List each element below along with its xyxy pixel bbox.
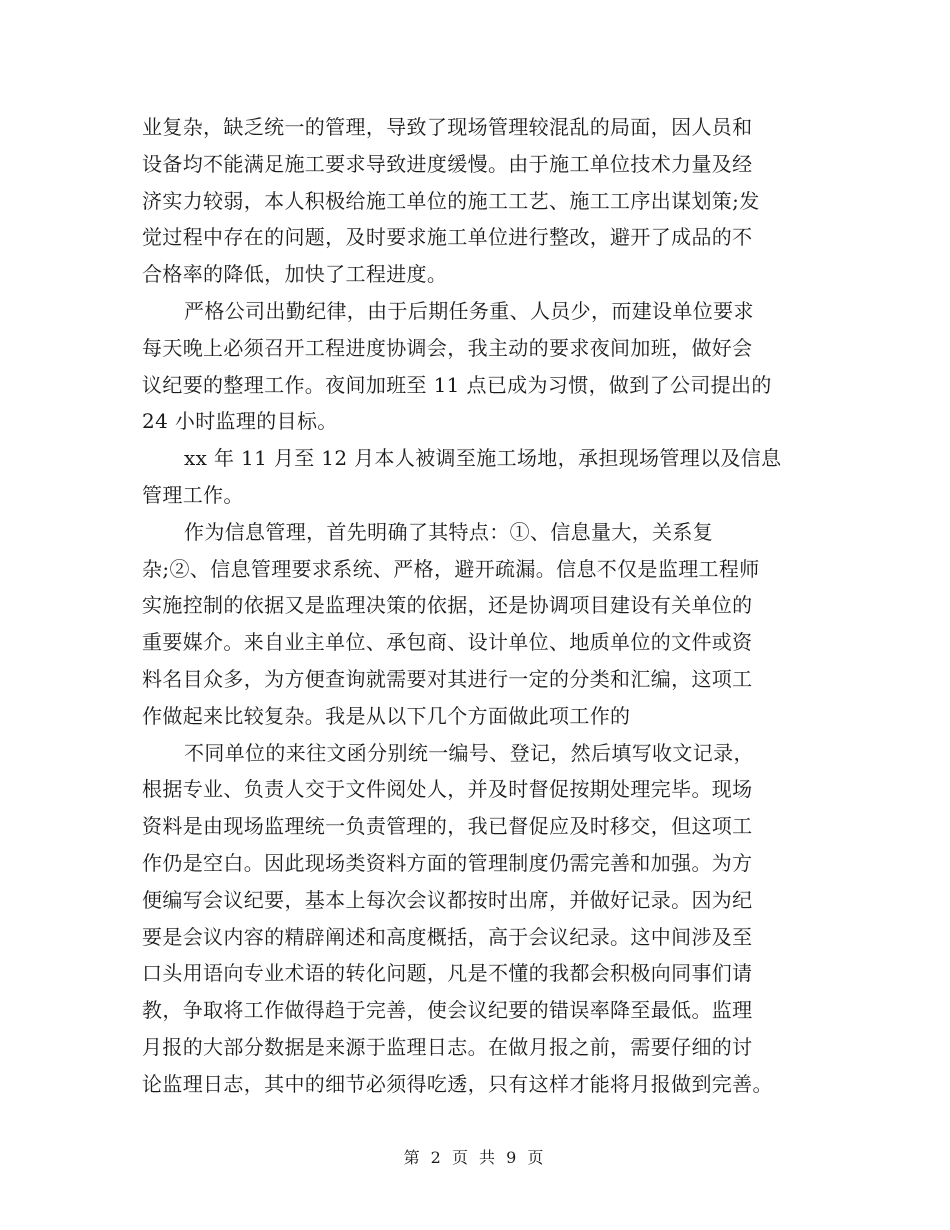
document-body	[142, 109, 804, 1103]
text-line: 24 小时监理的目标。	[142, 409, 338, 434]
text-line: 口头用语向专业术语的转化问题，凡是不懂的我都会积极向同事们请	[142, 961, 753, 986]
text-line: 不同单位的来往文函分别统一编号、登记，然后填写收文记录，	[184, 740, 754, 765]
text-line: 教，争取将工作做得趋于完善，使会议纪要的错误率降至最低。监理	[142, 998, 753, 1023]
text-line: 重要媒介。来自业主单位、承包商、设计单位、地质单位的文件或资	[142, 630, 753, 655]
text-line: 作仍是空白。因此现场类资料方面的管理制度仍需完善和加强。为方	[142, 850, 753, 875]
text-line: 根据专业、负责人交于文件阅处人，并及时督促按期处理完毕。现场	[142, 777, 753, 802]
text-line: 济实力较弱，本人积极给施工单位的施工工艺、施工工序出谋划策;发	[142, 188, 760, 213]
text-line: 作为信息管理，首先明确了其特点：①、信息量大，关系复	[184, 519, 714, 544]
page-number-footer: 第 2 页 共 9 页	[403, 1148, 547, 1167]
text-line: 严格公司出勤纪律，由于后期任务重、人员少，而建设单位要求	[184, 298, 754, 323]
text-line: 便编写会议纪要，基本上每次会议都按时出席，并做好记录。因为纪	[142, 887, 753, 912]
text-line: 要是会议内容的精辟阐述和高度概括，高于会议纪录。这中间涉及至	[142, 924, 753, 949]
text-line: 设备均不能满足施工要求导致进度缓慢。由于施工单位技术力量及经	[142, 151, 753, 176]
text-line: 杂;②、信息管理要求系统、严格，避开疏漏。信息不仅是监理工程师	[142, 556, 760, 581]
text-line: 管理工作。	[142, 482, 244, 507]
text-line: 合格率的降低，加快了工程进度。	[142, 262, 448, 287]
text-line: 作做起来比较复杂。我是从以下几个方面做此项工作的	[142, 703, 631, 728]
text-line: 实施控制的依据又是监理决策的依据，还是协调项目建设有关单位的	[142, 593, 753, 618]
text-line: 议纪要的整理工作。夜间加班至 11 点已成为习惯，做到了公司提出的	[142, 372, 772, 397]
text-line: 资料是由现场监理统一负责管理的，我已督促应及时移交，但这项工	[142, 814, 753, 839]
text-line: xx 年 11 月至 12 月本人被调至施工场地，承担现场管理以及信息	[184, 446, 782, 471]
text-line: 每天晚上必须召开工程进度协调会，我主动的要求夜间加班，做好会	[142, 335, 753, 360]
text-line: 月报的大部分数据是来源于监理日志。在做月报之前，需要仔细的讨	[142, 1034, 753, 1059]
text-line: 觉过程中存在的问题，及时要求施工单位进行整改，避开了成品的不	[142, 225, 753, 250]
text-line: 论监理日志，其中的细节必须得吃透，只有这样才能将月报做到完善。	[142, 1071, 773, 1096]
text-line: 业复杂，缺乏统一的管理，导致了现场管理较混乱的局面，因人员和	[142, 115, 753, 139]
text-line: 料名目众多，为方便查询就需要对其进行一定的分类和汇编，这项工	[142, 666, 753, 691]
